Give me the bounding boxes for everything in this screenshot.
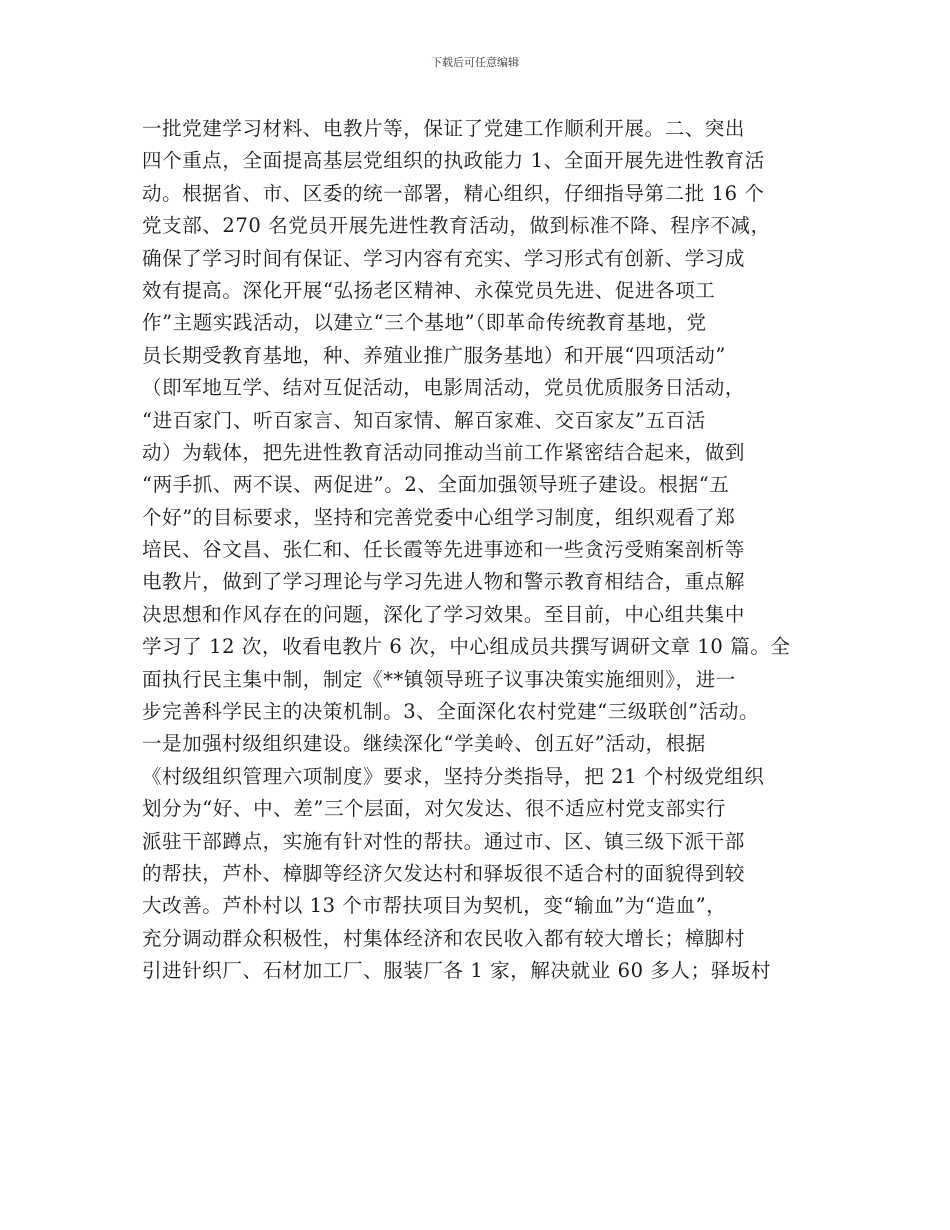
text-line: 充分调动群众积极性，村集体经济和农民收入都有较大增长；樟脚村	[142, 926, 746, 950]
text-line: 步完善科学民主的决策机制。3、全面深化农村党建“三级联创”活动。	[142, 700, 760, 724]
text-line: 个好”的目标要求，坚持和完善党委中心组学习制度，组织观看了郑	[142, 505, 736, 529]
text-line: 确保了学习时间有保证、学习内容有充实、学习形式有创新、学习成	[142, 246, 746, 270]
text-line: 培民、谷文昌、张仁和、任长霞等先进事迹和一些贪污受贿案剖析等	[142, 538, 746, 562]
text-line: 电教片，做到了学习理论与学习先进人物和警示教育相结合，重点解	[142, 570, 746, 594]
text-line: 面执行民主集中制，制定《**镇领导班子议事决策实施细则》，进一	[142, 667, 736, 691]
text-line: 学习了 12 次，收看电教片 6 次，中心组成员共撰写调研文章 10 篇。全	[142, 635, 791, 659]
text-line: 决思想和作风存在的问题，深化了学习效果。至目前，中心组共集中	[142, 602, 746, 626]
text-line: 引进针织厂、石材加工厂、服装厂各 1 家，解决就业 60 多人；驿坂村	[142, 959, 772, 983]
text-line: 划分为“好、中、差”三个层面，对欠发达、很不适应村党支部实行	[142, 797, 726, 821]
text-line: 一是加强村级组织建设。继续深化“学美岭、创五好”活动，根据	[142, 732, 706, 756]
text-line: “两手抓、两不误、两促进”。2、全面加强领导班子建设。根据“五	[142, 473, 730, 497]
text-line: 员长期受教育基地，种、养殖业推广服务基地）和开展“四项活动”	[142, 343, 726, 367]
text-line: 作”主题实践活动，以建立“三个基地”（即革命传统教育基地，党	[142, 311, 707, 335]
text-line: 效有提高。深化开展“弘扬老区精神、永葆党员先进、促进各项工	[142, 278, 716, 302]
page-header: 下载后可任意编辑	[431, 56, 519, 69]
body-text	[142, 113, 832, 988]
text-line: （即军地互学、结对互促活动，电影周活动，党员优质服务日活动，	[142, 376, 746, 400]
text-line: 动。根据省、市、区委的统一部署，精心组织，仔细指导第二批 16 个	[142, 181, 765, 205]
text-line: 大改善。芦朴村以 13 个市帮扶项目为契机，变“输血”为“造血”，	[142, 894, 727, 918]
text-line: 派驻干部蹲点，实施有针对性的帮扶。通过市、区、镇三级下派干部	[142, 829, 746, 853]
text-line: 一批党建学习材料、电教片等，保证了党建工作顺利开展。二、突出	[142, 117, 746, 140]
text-line: 的帮扶，芦朴、樟脚等经济欠发达村和驿坂很不适合村的面貌得到较	[142, 861, 746, 885]
text-line: 《村级组织管理六项制度》要求，坚持分类指导，把 21 个村级党组织	[142, 764, 765, 788]
text-line: 四个重点，全面提高基层党组织的执政能力 1、全面开展先进性教育活	[142, 149, 765, 173]
text-line: 动）为载体，把先进性教育活动同推动当前工作紧密结合起来，做到	[142, 440, 746, 464]
text-line: 党支部、270 名党员开展先进性教育活动，做到标准不降、程序不减，	[142, 214, 771, 238]
text-line: “进百家门、听百家言、知百家情、解百家难、交百家友”五百活	[142, 408, 706, 432]
